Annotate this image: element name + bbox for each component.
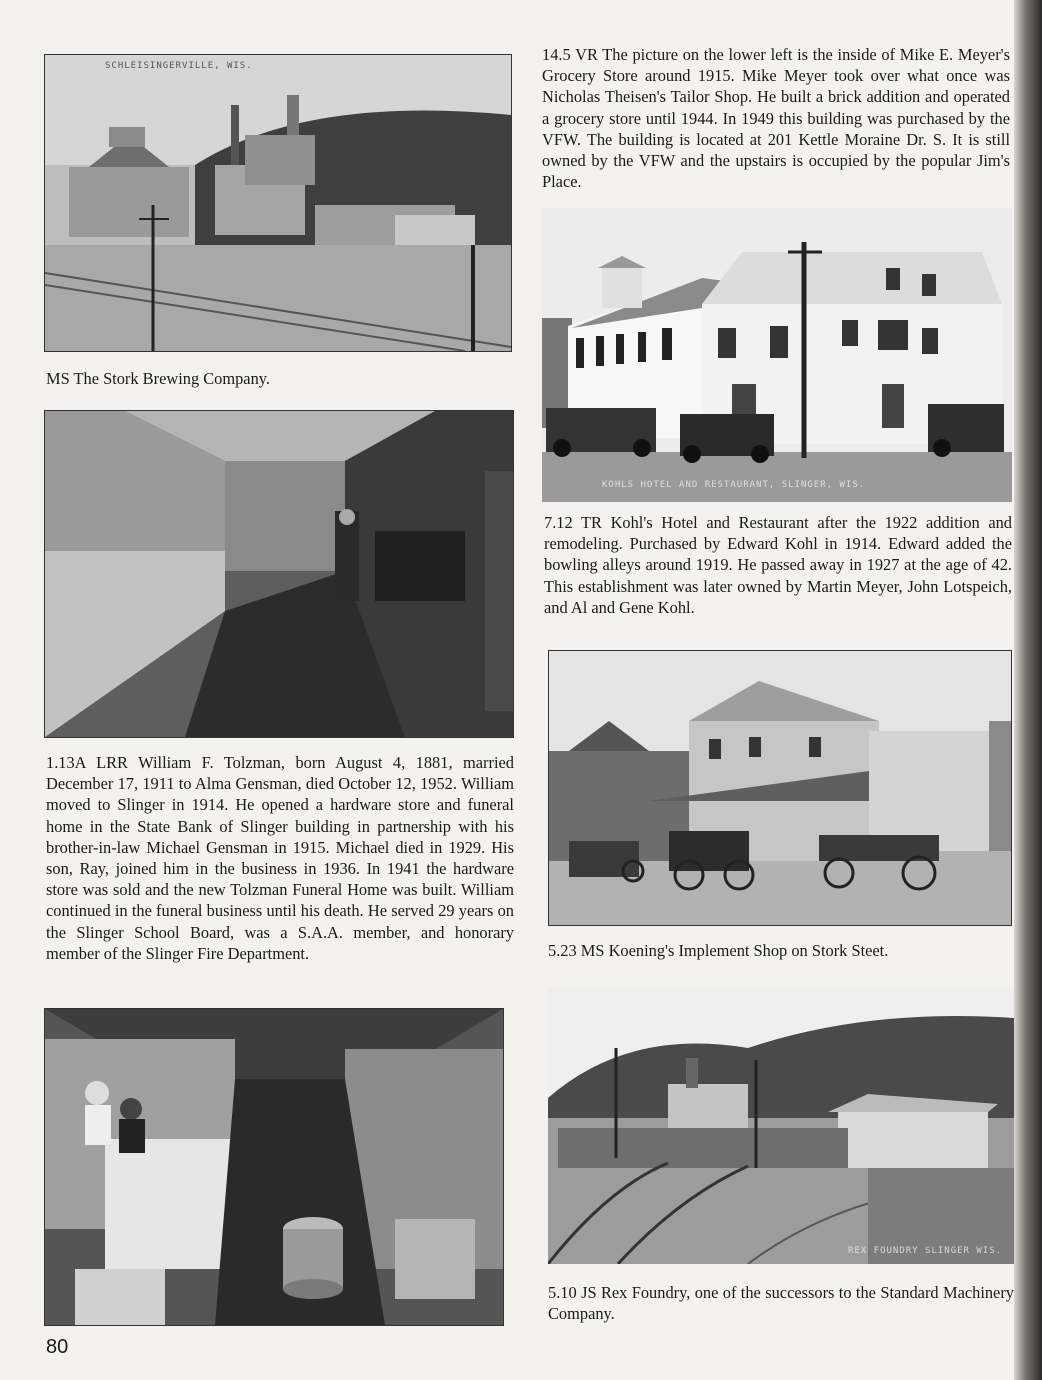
kohls-hotel-photo bbox=[542, 208, 1012, 502]
implement-shop-caption: 5.23 MS Koening's Implement Shop on Stork Steet. bbox=[548, 941, 889, 960]
meyer-grocery-caption: 14.5 VR The picture on the lower left is the inside of Mike E. Meyer's Grocery Store around 1915. Mike Meyer took over what once was Nicholas Theisen's Tailor Shop. He built a brick addition and operated a grocery store until 1944. In 1949 this building was purchased by the VFW. The building is located at 201 Kettle Moraine Dr. S. It is still owned by the VFW and the upstairs is occupied by the popular Jim's Place. bbox=[542, 45, 1010, 192]
tolzman-caption: 1.13A LRR William F. Tolzman, born August 4, 1881, married December 17, 1911 to Alma Gensman, died October 12, 1952. William moved to Slinger in 1914. He opened a hardware store and funeral home in the State Bank of Slinger building in partnership with his brother-in-law Michael Gensman in 1915. Michael died in 1929. His son, Ray, joined him in the business in 1936. In 1941 the hardware store was sold and the new Tolzman Funeral Home was built. William continued in the funeral business until his death. He served 29 years on the Slinger School Board, was a S.A.A. member, and honorary member of the Slinger Fire Department. bbox=[46, 753, 514, 963]
stork-brewery-photo bbox=[44, 54, 512, 352]
rex-foundry-caption: 5.10 JS Rex Foundry, one of the successors to the Standard Machinery Company. bbox=[548, 1283, 1014, 1324]
hardware-store-interior-photo bbox=[44, 410, 514, 738]
implement-shop-photo bbox=[548, 650, 1012, 926]
brewery-caption: MS The Stork Brewing Company. bbox=[46, 369, 271, 388]
brewery-photo-label: SCHLEISINGERVILLE, WIS. bbox=[105, 61, 253, 71]
foundry-photo-label: REX FOUNDRY SLINGER WIS. bbox=[848, 1246, 1003, 1256]
rex-foundry-photo bbox=[548, 988, 1014, 1264]
book-binding-shadow bbox=[1014, 0, 1042, 1380]
page-number: 80 bbox=[46, 1336, 69, 1358]
hotel-photo-label: KOHLS HOTEL AND RESTAURANT, SLINGER, WIS. bbox=[602, 480, 866, 490]
kohls-hotel-caption: 7.12 TR Kohl's Hotel and Restaurant after the 1922 addition and remodeling. Purchased by Edward Kohl in 1914. Edward added the bowling alleys around 1919. He passed away in 1927 at the age of 42. This establishment was later owned by Martin Meyer, John Lotspeich, and Al and Gene Kohl. bbox=[544, 513, 1012, 617]
grocery-store-interior-photo bbox=[44, 1008, 504, 1326]
